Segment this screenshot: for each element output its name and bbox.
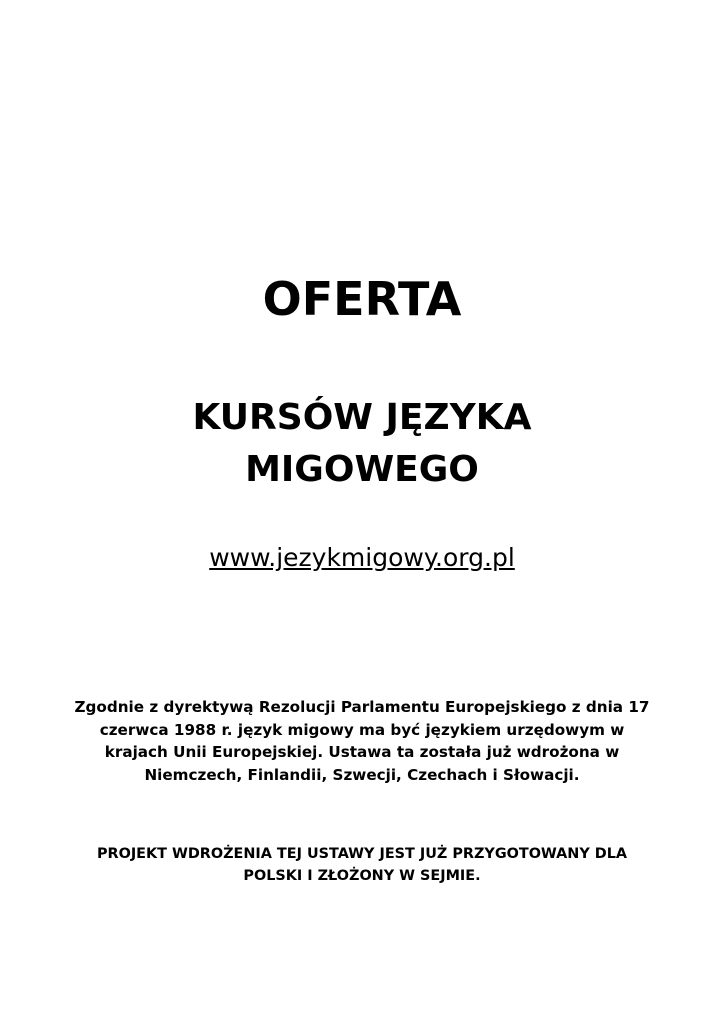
paragraph-line: Zgodnie z dyrektywą Rezolucji Parlamentu Europejskiego z dnia 17 — [74, 698, 650, 716]
project-line: POLSKI I ZŁOŻONY W SEJMIE. — [243, 868, 481, 884]
paragraph-line: krajach Unii Europejskiej. Ustawa ta została już wdrożona w — [104, 743, 620, 761]
project-line: PROJEKT WDROŻENIA TEJ USTAWY JEST JUŻ PRZYGOTOWANY DLA — [96, 846, 628, 862]
website-link[interactable]: www.jezykmigowy.org.pl — [209, 543, 515, 572]
subtitle-line: MIGOWEGO — [245, 449, 479, 490]
website-container — [0, 538, 724, 578]
paragraph-line: czerwca 1988 r. język migowy ma być językiem urzędowym w — [99, 720, 625, 739]
subtitle-line: KURSÓW JĘZYKA — [192, 397, 532, 438]
project-notice — [40, 843, 684, 887]
document-title: OFERTA — [262, 272, 462, 326]
info-paragraph — [64, 696, 660, 786]
paragraph-line: Niemczech, Finlandii, Szwecji, Czechach i Słowacji. — [144, 765, 580, 784]
document-subtitle — [0, 392, 724, 496]
